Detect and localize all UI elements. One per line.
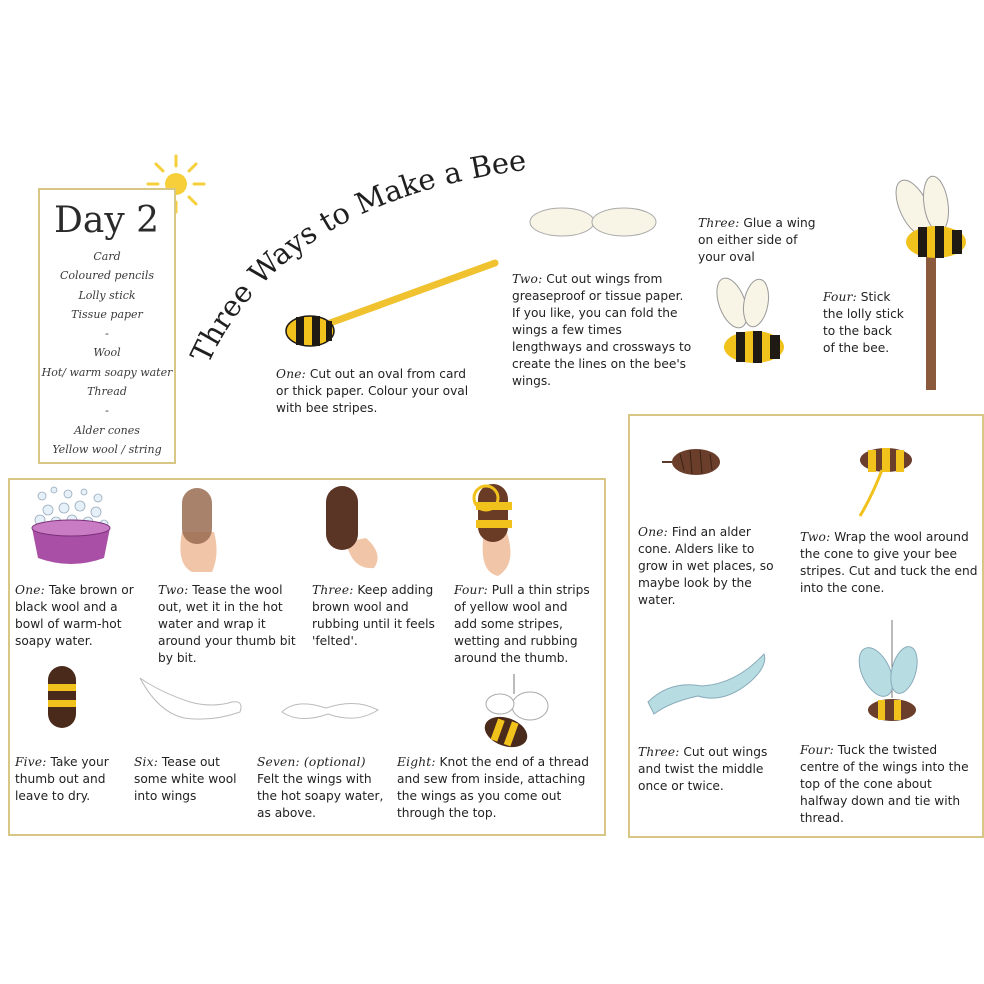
step-lead: One: <box>276 367 306 381</box>
method1-step-one <box>276 366 472 417</box>
wool-wrapped-cone-illustration <box>852 440 918 520</box>
step-text: Take brown or black wool and a bowl of warm-hot soapy water. <box>15 583 134 648</box>
step-text: Knot the end of a thread and sew from inside, attaching the wings as you come out through the top. <box>397 755 589 820</box>
supply-item: Tissue paper <box>71 307 143 321</box>
step-lead: Three: <box>698 216 740 230</box>
step-text: Tease out some white wool into wings <box>134 755 237 803</box>
step-text: Pull a thin strips of yellow wool and add some stripes, wetting and rubbing around the thumb. <box>454 583 590 665</box>
supplies-box <box>38 188 176 464</box>
step-text: Tease the wool out, wet it in the hot water and wrap it around your thumb bit by bit. <box>158 583 296 665</box>
step-lead: Two: <box>158 583 189 597</box>
felted-wings-illustration <box>276 694 384 728</box>
method1-step-three <box>698 215 826 266</box>
step-text: Stick the lolly stick to the back of the bee. <box>823 290 904 355</box>
supply-item: Thread <box>87 385 127 399</box>
step-lead: Two: <box>800 530 831 544</box>
supply-item: Wool <box>93 346 121 360</box>
method2-step-6 <box>134 754 250 805</box>
method2-step-2 <box>158 582 303 667</box>
step-lead: Three: <box>312 583 354 597</box>
step-lead: One: <box>638 525 668 539</box>
step-lead: Three: <box>638 745 680 759</box>
method1-step-two <box>512 271 692 390</box>
alder-cone-illustration <box>660 444 724 480</box>
supply-item: Coloured pencils <box>59 269 155 283</box>
wool-on-thumb-illustration <box>168 484 226 574</box>
felted-thumb-illustration <box>318 482 390 574</box>
step-lead: Seven: (optional) <box>257 755 366 769</box>
method2-step-8 <box>397 754 593 822</box>
cone-bee-with-wings-illustration <box>852 618 924 728</box>
step-lead: Four: <box>823 290 857 304</box>
step-lead: Six: <box>134 755 159 769</box>
step-text: Find an alder cone. Alders like to grow in wet places, so maybe look by the water. <box>638 525 774 607</box>
winged-bee-illustration <box>712 275 792 370</box>
bee-on-stick-illustration <box>270 255 505 355</box>
step-lead: One: <box>15 583 45 597</box>
method3-step-1 <box>638 524 786 609</box>
step-text: Glue a wing on either side of your oval <box>698 216 816 264</box>
paper-wings-illustration <box>528 202 658 244</box>
felted-bee-body-illustration <box>38 662 88 732</box>
supply-item: Hot/ warm soapy water <box>41 365 173 379</box>
main-title-text: Three Ways to Make a Bee <box>183 142 529 368</box>
method3-step-3 <box>638 744 786 795</box>
step-text: Cut out wings and twist the middle once or twice. <box>638 745 768 793</box>
method3-step-4 <box>800 742 976 827</box>
step-lead: Five: <box>15 755 47 769</box>
supply-item: Alder cones <box>74 423 140 437</box>
method2-step-1 <box>15 582 149 650</box>
supply-item: Card <box>93 250 121 263</box>
step-lead: Two: <box>512 272 543 286</box>
step-text: Take your thumb out and leave to dry. <box>15 755 109 803</box>
supply-item: Yellow wool / string <box>52 442 162 456</box>
striped-thumb-illustration <box>462 480 526 580</box>
felted-bee-with-wings-illustration <box>474 672 554 756</box>
step-text: Keep adding brown wool and rubbing until it feels 'felted'. <box>312 583 435 648</box>
method3-step-2 <box>800 529 978 597</box>
finished-bee-on-stick-illustration <box>890 172 972 394</box>
method1-step-four <box>823 289 905 357</box>
supply-item: - <box>105 327 109 341</box>
step-text: Cut out an oval from card or thick paper. Colour your oval with bee stripes. <box>276 367 469 415</box>
supplies-list <box>40 247 174 459</box>
method2-step-7 <box>257 754 389 822</box>
supply-item: Lolly stick <box>78 288 136 302</box>
soapy-bowl-illustration <box>28 484 114 570</box>
step-text: Tuck the twisted centre of the wings into the top of the cone about halfway down and tie with thread. <box>800 743 969 825</box>
white-wool-wings-illustration <box>132 672 248 738</box>
step-lead: Eight: <box>397 755 436 769</box>
step-text: Cut out wings from greaseproof or tissue paper. If you like, you can fold the wings a few times lengthways and crossways to create the lines on the bee's wings. <box>512 272 692 388</box>
method2-step-4 <box>454 582 592 667</box>
method2-step-3 <box>312 582 440 650</box>
step-lead: Four: <box>800 743 834 757</box>
twisted-wings-illustration <box>640 644 772 722</box>
step-text: Wrap the wool around the cone to give your bee stripes. Cut and tuck the end into the cone. <box>800 530 978 595</box>
supply-item: - <box>105 404 109 418</box>
step-lead: Four: <box>454 583 488 597</box>
method2-step-5 <box>15 754 123 805</box>
step-text: Felt the wings with the hot soapy water, as above. <box>257 772 384 820</box>
day-title: Day 2 <box>54 200 160 241</box>
